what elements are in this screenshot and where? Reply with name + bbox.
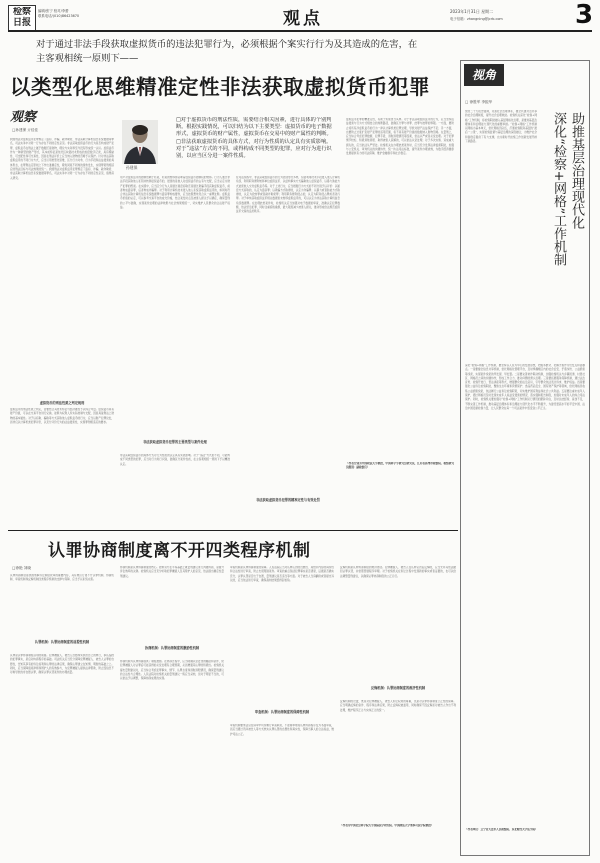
observe-label-text: 观察 — [10, 110, 37, 125]
contact-email: 电子信箱：zhangning@jcrb.com — [450, 17, 503, 21]
second-body-col-2: 协商机制是认罪协商制度的核心。控辩双方在平等基础上就量刑建议进行沟通协商，是提升诉讼效率的关键。检察机关应当充分听取犯罪嫌疑人及其辩护人的意见，依法提出确定性量刑建议。 — [120, 566, 224, 578]
lead-body-col-3: 在司法实践中，非法获取虚拟货币的行为表现形式多样，包括利用技术手段侵入他人计算机系统、利用职务便利转移单位虚拟货币、以虚构事实方式骗取他人虚拟货币、以暴力胁迫方式迫使他人交付虚拟货币等。对于上述行为，应当根据行为方式的不同分别予以评价：以秘密方式窃取的，认定为盗窃罪；以欺骗方式取得的，认定为诈骗罪；以暴力或者胁迫方式取得的，认定为抢劫罪或者敲诈勒索罪；利用职务便利侵占的，认定为职务侵占罪或者贪污罪。对于单纯获取虚拟货币相关数据但未转移虚拟货币的，可以认定为非法获取计算机信息系统数据罪。在处理此类案件时，检察机关应当加强对电子数据的审查，准确认定犯罪数额，依法惩治犯罪，同时注重追赃挽损，最大限度减少被害人损失，推动形成依法规范虚拟货币交易的良好秩序。 — [236, 176, 340, 214]
second-body-col-1b: 认罪是认罪协商制度适用的前提。犯罪嫌疑人、被告人自愿如实供述自己的罪行，承认指控的犯罪事实，是启动协商程序的基础。司法机关应当充分保障犯罪嫌疑人、被告人认罪的自愿性，告知其享有的诉讼权利和认罪的法律后果，确保认罪建立在知情、明智的基础之上。同时，应当保障值班律师和辩护人的有效参与，为犯罪嫌疑人提供法律帮助，防止因信息不对称导致的非自愿认罪，确保认罪认罚案件的办理质量。 — [10, 654, 114, 675]
second-author-note: （作者为中国社会科学院大学国际法学研究院、中国政法大学刑事司法学院教授） — [340, 824, 434, 827]
second-byline: □徐艳 刘晓 — [12, 566, 31, 570]
editor-info — [38, 9, 79, 19]
section-title: 观点 — [283, 9, 323, 29]
sidebar-body-main: 深化“检察+网格”工作机制，要坚持以人民为中心的发展思想，把服务群众、化解矛盾作为出发点和落脚点。一是要健全信息共享机制，依托网格化管理平台，及时掌握辖区内的社会治安、矛盾纠纷、公益损害等线索，实现案件线索的早发现、早处置。二是要完善协作联动机制，加强检察机关与乡镇街道、村居社区、网格员之间的沟通协作，形成工作合力，推动问题的源头治理。三是要拓展服务保障机制，通过法治宣传、检察开放日、普法讲座等形式，增强群众的法治意识，引导群众依法表达诉求、维护权益。四是要强化公益诉讼检察职能，聚焦生态环境和资源保护、食品药品安全、国有财产保护等领域，依托网格员收集公益损害线索，依法履行公益诉讼检察职责，切实维护国家利益和社会公共利益。五是要注重未成年人保护，通过网格员及时发现未成年人权益受侵害的情况，落实强制报告制度，加强对未成年人的综合司法保护。同时，检察机关要加强对“检察+网格”工作机制运行情况的跟踪评估，及时总结经验、查找不足，不断完善工作机制，推动基层治理体系和治理能力现代化水平不断提升，为建设更高水平的平安中国、法治中国贡献检察力量，让人民群众在每一个司法案件中感受到公平正义。 — [465, 364, 585, 410]
second-subhead-2: 协商机制：认罪协商制度的激励性机制 — [144, 646, 200, 650]
lead-body-col-2: 用户对虚拟货币的控制依赖于私钥，私钥的转移即意味着虚拟货币控制权的转移。行为人通过非法手段获取他人私钥并转移虚拟货币的，侵害的是他人对虚拟货币的占有与支配，应当认定为财产犯罪的既遂。在实践中，应当区分行为人是通过秘密窃取还是通过欺骗手段获取虚拟货币，前者构成盗窃罪，后者构成诈骗罪。对于利用计算机技术侵入他人系统获取虚拟货币的，如同时符合非法获取计算机信息系统数据罪与盗窃罪构成要件，应当按照想象竞合从一重罪处断。虚拟货币价值的认定，可以参考交易平台的成交价格，结合案发时点及被害人损失予以确定，确保量刑的公平与准确，实现案件处理的法律效果与社会效果相统一，切实维护人民群众的合法财产权益。 — [120, 176, 230, 210]
lead-body-col-2b: 非法获取虚拟货币的具体方式对行为性质的认定具有实质影响。对于“违法”方式的不同，可能构成不同类型的犯罪，应当对行为进行识别，准确区分案件性质，在主客观相统一原则下予以精准认定。 — [120, 454, 230, 466]
second-body-col-4: 反悔机制是认罪协商制度的救济途径。犯罪嫌疑人、被告人在认罪认罚后反悔的，应当允许其依法撤回认罪认罚，并依照普通程序审理。对于检察机关在诉讼过程中发现新的事实或者证据的，也可以依法调整量刑建议，以确保认罪协商制度的公正运行。 — [340, 566, 456, 578]
author-portrait — [122, 120, 158, 164]
sidebar-label-text: 视角 — [471, 68, 496, 82]
lead-headline: 以类型化思维精准定性非法获取虚拟货币犯罪 — [10, 75, 430, 99]
second-body-col-3b: 审查机制要求法官在庭审中切实履行审查职责，不能简单地将认罪协商程序变为书面审查，而应当通过讯问被告人等方式核实认罪认罚的自愿性和真实性，保障当事人的合法权益，维护司法公正。 — [230, 724, 334, 736]
page-number: 3 — [575, 0, 594, 30]
masthead-rule — [8, 30, 592, 32]
masthead — [0, 0, 600, 32]
lead-byline: □孙建保 亓佳佳 — [12, 128, 39, 132]
issue-date: 2023年1月31日 星期二 — [450, 9, 494, 14]
second-body-col-3: 审查机制是认罪协商制度的保障。人民法院应当对认罪认罚的自愿性、具结书内容的真实性和合法性进行审查，防止出现冤错案件。审查的重点包括犯罪事实是否清楚，证据是否确实充分，认罪认罚是否出于自愿，量刑建议是否适当等方面。对于被告人当庭翻供或者提出异议的，应当依法进行审查，确保裁判结果经得起检验。 — [230, 566, 334, 582]
second-subhead-3: 审查机制：认罪协商制度的保障性机制 — [254, 710, 310, 714]
author-name-caption: 孙建保 — [126, 165, 138, 170]
editor-line: 编辑/张宁 校对/李蕾 — [38, 9, 69, 13]
lead-body-col-1: 我国刑法对虚拟货币犯罪规定了盗窃、诈骗、敲诈勒索、非法获取计算机信息系统数据等罪名，司法实务中对同一行为存在不同的定性意见。非法获取虚拟货币的行为是否构成财产犯罪，虚拟货币在刑法上属于数据还是财物，理论与实务界至今没有形成统一认识。虚拟货币作为一种新型的财产形式，其本质特征是依托区块链技术形成的加密数字记录，具有稀缺性、可支配性和可交易性，因而在刑法评价上应当纳入财物的范畴予以保护。针对非法获取虚拟货币的不同行为方式，应当运用类型化思维，区分行为对象、行为手段和法益侵害的具体形态，在罪刑法定原则之下作出准确定性，避免同案不同判的现象发生，实现罪责刑相适应的刑法目标与司法效果的统一。我国刑法对虚拟货币犯罪规定了盗窃、诈骗、敲诈勒索、非法获取计算机信息系统数据等罪名，司法实务中对同一行为存在不同的定性意见，值得深入研究。 — [10, 138, 114, 180]
lead-body-col-1b: 虚拟货币的刑法性质之判定，需要结合其技术特征与经济属性予以综合考量。虚拟货币具有财产价值，可以在交易平台进行兑换，能够为权利人所实际控制与支配，因而具备刑法上财物的基本属性。对于以窃取、骗取等方式获取他人虚拟货币的行为，应当以财产犯罪论处，而非仅以计算机类犯罪评价，以充分评价行为的法益侵害性，实现罪刑相适应的要求。 — [10, 408, 114, 424]
lead-pullquote: □对于虚拟货币的刑法性质，需要结合相关因素，进行具体的个别判断。根据实践情况，可以归结为以下主要类型：虚拟货币的电子数据形式，虚拟货币的财产属性，虚拟货币在交易中的财产属性的判断。□非法获取虚拟货币的具体方式，对行为性质的认定具有实质影响。对于“违法”方式的不同，或得构成不同类型的犯罪，应对行为进行识别，以应当区分进一案件性质。 — [176, 117, 332, 160]
logo-text: 检察日报 — [12, 7, 31, 28]
observe-column-label — [10, 106, 54, 128]
portrait-image — [122, 120, 158, 164]
lead-subhead-2: 非法获取虚拟货币犯罪的主要类型与案件处理 — [143, 440, 207, 444]
lead-subhead-1: 虚拟货币的刑法性质之判定规则 — [39, 401, 85, 405]
second-subhead-4: 反悔机制：认罪协商制度的救济性机制 — [370, 686, 426, 690]
sidebar-byline: □ 徐胜军 李振华 — [465, 100, 493, 104]
second-body-col-2b: 协商机制为认罪协商提供了制度激励。在协商过程中，应当明确从宽处罚的幅度和条件，使犯罪嫌疑人对认罪后可能获得的从宽处理有合理预期，从而增强其认罪的积极性。检察机关提出量刑建议时，应当综合考虑犯罪事实、情节、认罪态度和退赃退赔情况，确保量刑建议的合法性与合理性。人民法院对检察机关的量刑建议一般应当采纳，但对于明显不当的，可以依法予以调整，保障协商成果的实现。 — [120, 660, 224, 681]
phone-line: 联系电话/(010)86423670 — [38, 14, 80, 18]
sidebar-author-note: （作者单位：辽宁省大连市人民检察院、东北财经大学法学院） — [465, 828, 538, 831]
sidebar-headline — [540, 112, 588, 278]
sidebar-body-lead: 党的二十大报告强调，完善社会治理体系，健全共建共治共享的社会治理制度，提升社会治理效能。检察机关深化“检察+网格”工作机制，将检察职能融入基层网格化治理，是推进基层治理体系和治理能力现代化的重要举措。“检察+网格”工作机制以网格为基本单元，依托网格员队伍，打通检察服务基层的“最后一公里”，实现检察监督与基层治理的深度融合，为维护社会和谐稳定提供了有力支撑，也为新时代检察工作创新发展开辟了新路径。 — [465, 110, 537, 144]
sidebar-column-label — [464, 64, 504, 86]
lead-kicker: 对于通过非法手段获取虚拟货币的违法犯罪行为，必须根据个案实行行为及其造成的危害，在主客观相统一原则下—— — [36, 39, 418, 64]
newspaper-logo — [8, 5, 36, 31]
second-body-col-4b: 反悔机制的设置，既是对犯罪嫌疑人、被告人诉讼权利的尊重，也是对认罪协商制度公正性的保障。应当明确反悔的条件、程序和法律后果，防止反悔权被滥用，同时确保不因反悔而对被告人作出不利处理，维护程序正义与实体正义的统一。 — [340, 700, 456, 712]
sidebar-headline-line-1: 深化“检察+网格”工作机制 — [551, 112, 566, 267]
second-body-col-1: 认罪协商制度是我国刑事诉讼制度改革的重要内容，其有效运行离不开认罪机制、协商机制、审查机制和反悔机制四类程序机制的支撑与保障，应当予以系统完善。 — [10, 574, 114, 582]
lead-author-note: （作者分别为中国政法大学教授，中国科学学研究会研究员，江苏省扬州市检察院、检察研究员级别：副检察官） — [346, 462, 454, 470]
lead-subhead-3: 非法获取虚拟货币犯罪的精准定性与有效处罚 — [256, 498, 320, 502]
second-headline: 认罪协商制度离不开四类程序机制 — [48, 541, 311, 561]
second-subhead-1: 认罪机制：认罪协商制度的前提性机制 — [34, 640, 90, 644]
sidebar-headline-line-2: 助推基层治理现代化 — [569, 112, 584, 229]
lead-body-col-4: 虚拟货币犯罪的精准定性，有助于实现罚当其罪。对于非法获取虚拟货币的行为，应当坚持法益侵害与行为方式相结合的判断路径，准确区分罪与非罪、此罪与彼罪的界限。一方面，要防止将所有涉虚拟货币的行为一律以计算机类犯罪处理，导致对财产法益保护不足；另一方面，也要防止过度扩张财产犯罪的适用范围，将不具有财产价值的数据纳入财物范畴。在量刑上，应当综合考虑犯罪数额、犯罪手段、退赃退赔情况等因素，依法从严或者从宽处理。对于犯罪情节较轻、积极退赃退赔、取得被害人谅解的，可以依法从宽处理；对于多次实施、造成重大损失的，应当依法从严惩处。检察机关在办理此类案件时，应当充分发挥法律监督职能，加强与公安机关、审判机关的沟通协作，统一执法司法标准，提升案件办理质效，为数字经济健康发展提供有力的司法保障，维护金融秩序和社会稳定。 — [346, 118, 454, 156]
lead-bottom-rule — [8, 530, 458, 531]
